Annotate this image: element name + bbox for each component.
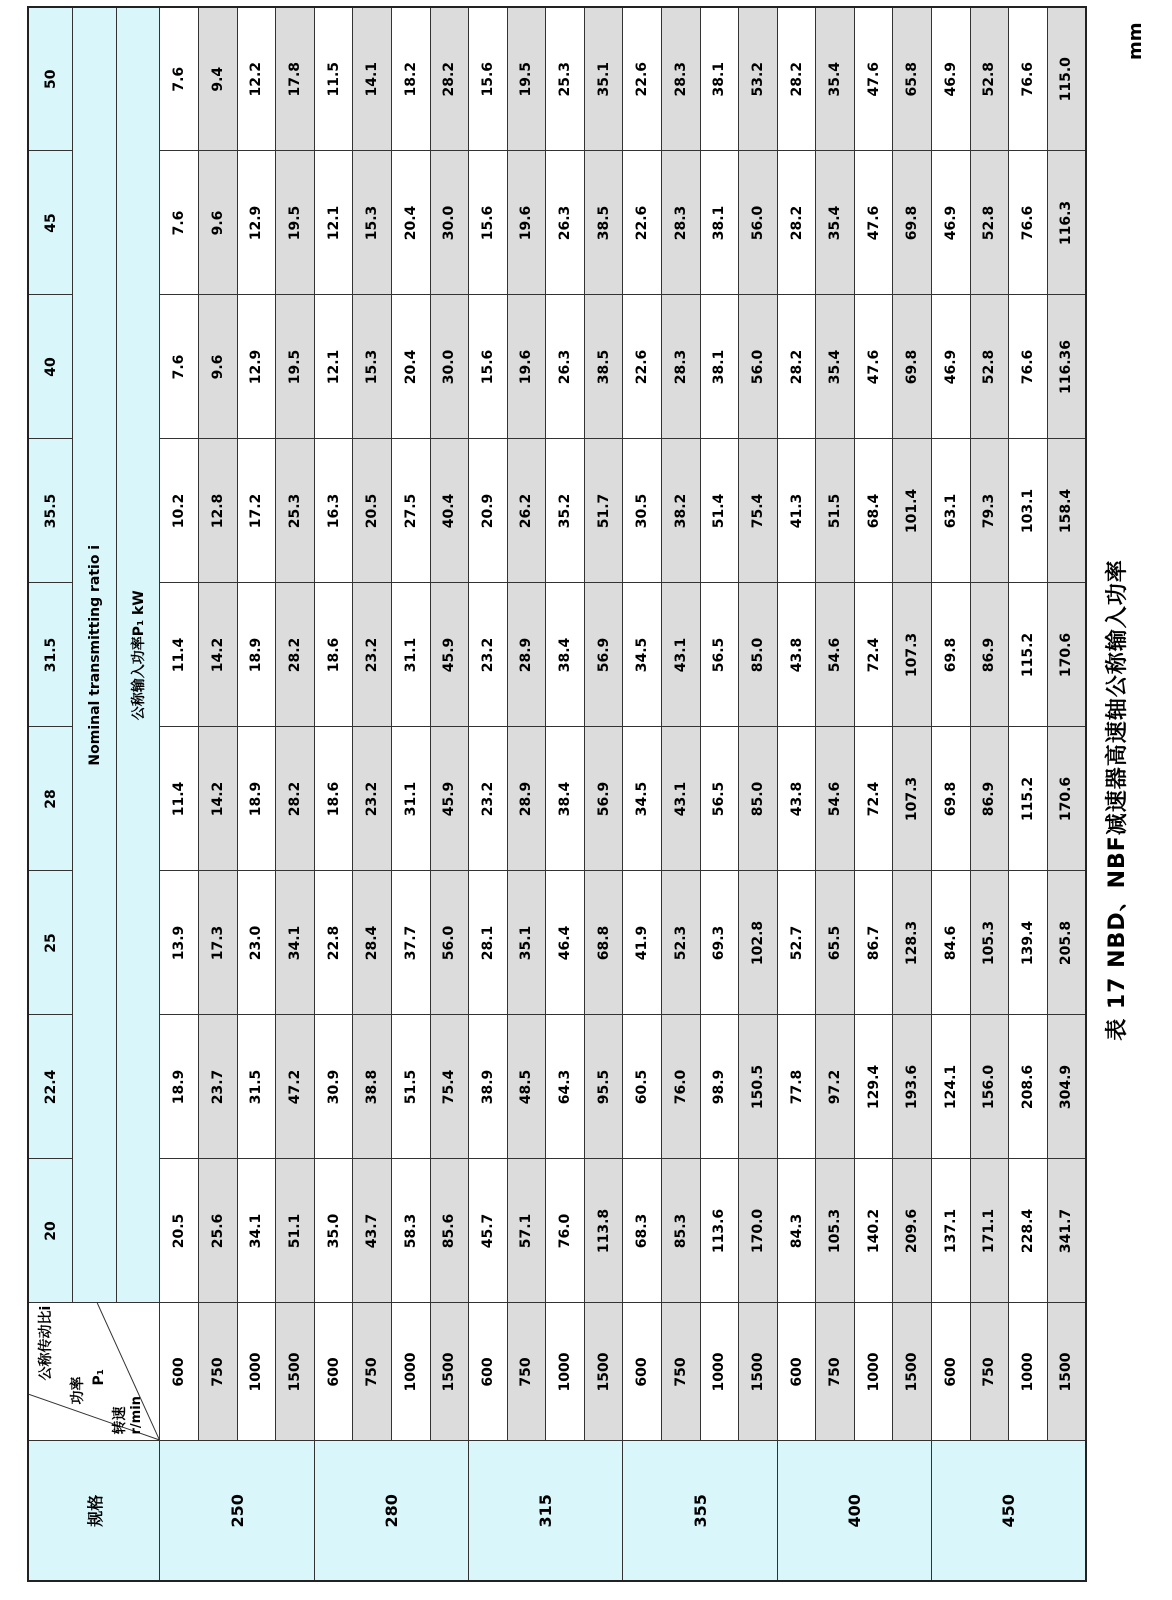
power-value-cell: 28.3 [662,151,701,295]
table-row [854,7,893,1581]
power-value-cell: 76.6 [1009,151,1048,295]
power-value-cell: 52.8 [970,151,1009,295]
power-value-cell: 69.8 [932,583,971,727]
power-value-cell: 75.4 [430,1015,469,1159]
power-value-cell: 54.6 [816,727,855,871]
power-value-cell: 65.5 [816,871,855,1015]
power-value-cell: 17.2 [237,439,276,583]
power-value-cell: 75.4 [739,439,778,583]
power-value-cell: 25.3 [276,439,315,583]
power-value-cell: 115.2 [1009,727,1048,871]
power-value-cell: 18.9 [237,727,276,871]
power-value-cell: 68.8 [584,871,623,1015]
table-row [1047,7,1086,1581]
power-value-cell: 56.0 [739,151,778,295]
power-value-cell: 28.2 [777,295,816,439]
power-value-cell: 85.0 [739,583,778,727]
power-value-cell: 139.4 [1009,871,1048,1015]
power-value-cell: 22.6 [623,7,662,151]
power-value-cell: 38.8 [353,1015,392,1159]
header-row-ratios [28,7,73,1581]
power-value-cell: 15.3 [353,295,392,439]
power-value-cell: 20.5 [160,1159,199,1303]
power-value-cell: 28.2 [777,151,816,295]
speed-cell: 1500 [430,1303,469,1441]
speed-cell: 1000 [700,1303,739,1441]
ratio-header: 25 [28,871,73,1015]
power-value-cell: 77.8 [777,1015,816,1159]
power-value-cell: 35.4 [816,7,855,151]
speed-cell: 1000 [854,1303,893,1441]
power-value-cell: 105.3 [816,1159,855,1303]
power-value-cell: 22.8 [314,871,353,1015]
power-value-cell: 45.9 [430,727,469,871]
power-value-cell: 69.8 [893,295,932,439]
power-value-cell: 38.1 [700,295,739,439]
power-value-cell: 31.5 [237,1015,276,1159]
power-value-cell: 20.5 [353,439,392,583]
speed-cell: 1500 [276,1303,315,1441]
power-value-cell: 12.8 [199,439,238,583]
power-value-cell: 205.8 [1047,871,1086,1015]
ratio-header: 22.4 [28,1015,73,1159]
power-value-cell: 69.8 [893,151,932,295]
power-value-cell: 43.8 [777,583,816,727]
power-value-cell: 98.9 [700,1015,739,1159]
power-value-cell: 52.8 [970,7,1009,151]
power-value-cell: 19.5 [507,7,546,151]
power-value-cell: 56.0 [739,295,778,439]
ratio-caption: Nominal transmitting ratio i [73,7,117,1303]
power-value-cell: 14.1 [353,7,392,151]
power-value-cell: 54.6 [816,583,855,727]
power-value-cell: 7.6 [160,7,199,151]
speed-cell: 750 [507,1303,546,1441]
power-value-cell: 35.1 [584,7,623,151]
power-value-cell: 170.6 [1047,727,1086,871]
power-value-cell: 26.3 [546,151,585,295]
table-row [739,7,778,1581]
speed-cell: 1500 [1047,1303,1086,1441]
power-value-cell: 86.9 [970,583,1009,727]
power-value-cell: 64.3 [546,1015,585,1159]
ratio-header: 28 [28,727,73,871]
power-value-cell: 17.8 [276,7,315,151]
power-value-cell: 341.7 [1047,1159,1086,1303]
power-value-cell: 47.6 [854,7,893,151]
power-value-cell: 40.4 [430,439,469,583]
power-value-cell: 38.4 [546,583,585,727]
power-value-cell: 35.2 [546,439,585,583]
power-value-cell: 7.6 [160,151,199,295]
power-value-cell: 84.3 [777,1159,816,1303]
power-value-cell: 76.6 [1009,7,1048,151]
power-value-cell: 38.4 [546,727,585,871]
corner-speed-unit: r/min [129,1396,144,1435]
power-value-cell: 28.9 [507,727,546,871]
power-value-cell: 76.6 [1009,295,1048,439]
power-value-cell: 76.0 [662,1015,701,1159]
power-value-cell: 140.2 [854,1159,893,1303]
power-value-cell: 72.4 [854,727,893,871]
spec-cell: 250 [160,1441,314,1581]
table-row [199,7,238,1581]
speed-cell: 1500 [584,1303,623,1441]
power-value-cell: 115.0 [1047,7,1086,151]
power-value-cell: 34.5 [623,583,662,727]
power-value-cell: 103.1 [1009,439,1048,583]
power-value-cell: 38.1 [700,7,739,151]
power-value-cell: 14.2 [199,727,238,871]
power-value-cell: 34.5 [623,727,662,871]
corner-ratio-label: 公称传动比i [38,1305,54,1381]
ratio-header: 20 [28,1159,73,1303]
speed-cell: 1500 [893,1303,932,1441]
power-value-cell: 34.1 [237,1159,276,1303]
power-value-cell: 23.7 [199,1015,238,1159]
power-value-cell: 35.4 [816,151,855,295]
power-value-cell: 58.3 [391,1159,430,1303]
speed-cell: 750 [970,1303,1009,1441]
power-value-cell: 12.1 [314,151,353,295]
power-value-cell: 79.3 [970,439,1009,583]
speed-cell: 750 [199,1303,238,1441]
corner-power-symbol: P₁ [91,1369,107,1386]
power-value-cell: 41.3 [777,439,816,583]
power-value-cell: 11.4 [160,727,199,871]
power-value-cell: 51.5 [816,439,855,583]
spec-cell: 355 [623,1441,777,1581]
power-value-cell: 69.8 [932,727,971,871]
power-value-cell: 19.5 [276,295,315,439]
speed-cell: 600 [932,1303,971,1441]
power-value-cell: 20.9 [469,439,508,583]
power-value-cell: 25.3 [546,7,585,151]
power-value-cell: 46.4 [546,871,585,1015]
speed-cell: 600 [469,1303,508,1441]
power-value-cell: 76.0 [546,1159,585,1303]
power-value-cell: 23.2 [353,583,392,727]
power-value-cell: 28.9 [507,583,546,727]
table-row [391,7,430,1581]
speed-cell: 600 [777,1303,816,1441]
power-value-cell: 22.6 [623,151,662,295]
power-value-cell: 38.5 [584,151,623,295]
power-value-cell: 43.8 [777,727,816,871]
table-row [237,7,276,1581]
table-row [662,7,701,1581]
power-value-cell: 26.3 [546,295,585,439]
power-value-cell: 16.3 [314,439,353,583]
power-value-cell: 38.1 [700,151,739,295]
power-value-cell: 129.4 [854,1015,893,1159]
speed-cell: 1000 [1009,1303,1048,1441]
table-row [893,7,932,1581]
power-value-cell: 31.1 [391,727,430,871]
speed-cell: 1000 [391,1303,430,1441]
power-value-cell: 38.2 [662,439,701,583]
power-value-cell: 47.6 [854,151,893,295]
power-value-cell: 51.5 [391,1015,430,1159]
power-value-cell: 28.2 [430,7,469,151]
table-row [932,7,971,1581]
table-row [469,7,508,1581]
power-value-cell: 46.9 [932,7,971,151]
power-value-cell: 9.4 [199,7,238,151]
power-value-cell: 113.6 [700,1159,739,1303]
speed-cell: 1000 [546,1303,585,1441]
power-value-cell: 150.5 [739,1015,778,1159]
power-value-cell: 12.2 [237,7,276,151]
power-value-cell: 56.9 [584,727,623,871]
table-row [276,7,315,1581]
power-value-cell: 13.9 [160,871,199,1015]
power-caption: 公称输入功率P₁ kW [116,7,160,1303]
power-value-cell: 30.9 [314,1015,353,1159]
power-value-cell: 9.6 [199,295,238,439]
power-value-cell: 15.6 [469,151,508,295]
power-value-cell: 15.6 [469,295,508,439]
power-value-cell: 30.0 [430,151,469,295]
power-value-cell: 7.6 [160,295,199,439]
table-row [546,7,585,1581]
power-value-cell: 102.8 [739,871,778,1015]
power-value-cell: 156.0 [970,1015,1009,1159]
power-value-cell: 51.7 [584,439,623,583]
power-value-cell: 170.0 [739,1159,778,1303]
power-value-cell: 35.1 [507,871,546,1015]
power-value-cell: 37.7 [391,871,430,1015]
power-value-cell: 20.4 [391,151,430,295]
power-value-cell: 86.7 [854,871,893,1015]
power-value-cell: 9.6 [199,151,238,295]
power-value-cell: 47.2 [276,1015,315,1159]
speed-cell: 600 [160,1303,199,1441]
power-value-cell: 113.8 [584,1159,623,1303]
speed-cell: 600 [314,1303,353,1441]
power-value-cell: 38.5 [584,295,623,439]
power-value-cell: 72.4 [854,583,893,727]
power-value-cell: 22.6 [623,295,662,439]
ratio-header: 40 [28,295,73,439]
table-row [430,7,469,1581]
unit-label: mm [1125,22,1146,60]
table-row [623,7,662,1581]
table-row [160,7,199,1581]
speed-cell: 1500 [739,1303,778,1441]
power-value-cell: 56.9 [584,583,623,727]
speed-cell: 750 [353,1303,392,1441]
table-row [353,7,392,1581]
corner-power-label: 功率 [70,1376,86,1405]
power-value-cell: 52.3 [662,871,701,1015]
power-value-cell: 47.6 [854,295,893,439]
power-value-cell: 304.9 [1047,1015,1086,1159]
power-value-cell: 97.2 [816,1015,855,1159]
power-value-cell: 63.1 [932,439,971,583]
power-value-cell: 101.4 [893,439,932,583]
power-value-cell: 35.0 [314,1159,353,1303]
power-value-cell: 52.7 [777,871,816,1015]
power-value-cell: 27.5 [391,439,430,583]
power-value-cell: 208.6 [1009,1015,1048,1159]
power-value-cell: 51.1 [276,1159,315,1303]
power-value-cell: 15.3 [353,151,392,295]
power-value-cell: 12.1 [314,295,353,439]
spec-cell: 450 [932,1441,1086,1581]
power-value-cell: 209.6 [893,1159,932,1303]
corner-speed-label: 转速 [112,1406,128,1435]
power-value-cell: 14.2 [199,583,238,727]
power-value-cell: 158.4 [1047,439,1086,583]
power-value-cell: 56.5 [700,583,739,727]
power-value-cell: 28.2 [777,7,816,151]
table-row [816,7,855,1581]
power-value-cell: 30.0 [430,295,469,439]
power-value-cell: 115.2 [1009,583,1048,727]
power-value-cell: 107.3 [893,583,932,727]
power-value-cell: 41.9 [623,871,662,1015]
power-value-cell: 26.2 [507,439,546,583]
table-row [700,7,739,1581]
power-value-cell: 171.1 [970,1159,1009,1303]
power-value-cell: 19.6 [507,295,546,439]
spec-header: 规格 [28,1441,160,1581]
ratio-header: 31.5 [28,583,73,727]
power-value-cell: 43.1 [662,727,701,871]
table-row [314,7,353,1581]
power-value-cell: 95.5 [584,1015,623,1159]
power-value-cell: 10.2 [160,439,199,583]
power-value-cell: 23.0 [237,871,276,1015]
power-value-cell: 53.2 [739,7,778,151]
power-value-cell: 43.7 [353,1159,392,1303]
power-value-cell: 28.3 [662,295,701,439]
speed-cell: 600 [623,1303,662,1441]
power-value-cell: 28.4 [353,871,392,1015]
page-title: 表 17 NBD、NBF减速器高速轴公称输入功率 [1105,559,1130,1041]
power-value-cell: 38.9 [469,1015,508,1159]
table-row [507,7,546,1581]
power-value-cell: 86.9 [970,727,1009,871]
power-value-cell: 23.2 [469,727,508,871]
power-table [27,6,1087,1582]
power-value-cell: 18.6 [314,583,353,727]
power-value-cell: 18.9 [237,583,276,727]
corner-header [28,1303,160,1441]
power-value-cell: 68.3 [623,1159,662,1303]
power-value-cell: 12.9 [237,295,276,439]
table-row [1009,7,1048,1581]
power-value-cell: 17.3 [199,871,238,1015]
power-value-cell: 85.6 [430,1159,469,1303]
power-value-cell: 18.6 [314,727,353,871]
ratio-header: 50 [28,7,73,151]
power-value-cell: 20.4 [391,295,430,439]
power-value-cell: 45.7 [469,1159,508,1303]
power-value-cell: 46.9 [932,295,971,439]
spec-cell: 400 [777,1441,931,1581]
power-value-cell: 28.2 [276,583,315,727]
power-value-cell: 105.3 [970,871,1009,1015]
power-value-cell: 11.5 [314,7,353,151]
power-value-cell: 28.3 [662,7,701,151]
speed-cell: 1000 [237,1303,276,1441]
power-value-cell: 107.3 [893,727,932,871]
power-value-cell: 116.36 [1047,295,1086,439]
power-value-cell: 34.1 [276,871,315,1015]
power-value-cell: 28.1 [469,871,508,1015]
power-value-cell: 12.9 [237,151,276,295]
power-value-cell: 170.6 [1047,583,1086,727]
power-value-cell: 35.4 [816,295,855,439]
power-value-cell: 85.0 [739,727,778,871]
power-value-cell: 23.2 [353,727,392,871]
power-value-cell: 11.4 [160,583,199,727]
power-value-cell: 31.1 [391,583,430,727]
table-row [777,7,816,1581]
power-value-cell: 137.1 [932,1159,971,1303]
power-value-cell: 128.3 [893,871,932,1015]
power-value-cell: 84.6 [932,871,971,1015]
power-value-cell: 18.2 [391,7,430,151]
power-value-cell: 28.2 [276,727,315,871]
power-value-cell: 60.5 [623,1015,662,1159]
ratio-header: 35.5 [28,439,73,583]
power-value-cell: 30.5 [623,439,662,583]
power-value-cell: 25.6 [199,1159,238,1303]
power-value-cell: 68.4 [854,439,893,583]
power-value-cell: 193.6 [893,1015,932,1159]
speed-cell: 750 [662,1303,701,1441]
power-value-cell: 19.6 [507,151,546,295]
power-value-cell: 85.3 [662,1159,701,1303]
power-value-cell: 18.9 [160,1015,199,1159]
power-value-cell: 51.4 [700,439,739,583]
power-value-cell: 48.5 [507,1015,546,1159]
power-value-cell: 46.9 [932,151,971,295]
power-value-cell: 56.0 [430,871,469,1015]
power-value-cell: 23.2 [469,583,508,727]
power-value-cell: 57.1 [507,1159,546,1303]
power-value-cell: 15.6 [469,7,508,151]
spec-cell: 280 [314,1441,468,1581]
power-value-cell: 228.4 [1009,1159,1048,1303]
table-row [970,7,1009,1581]
table-row [584,7,623,1581]
power-value-cell: 56.5 [700,727,739,871]
power-value-cell: 43.1 [662,583,701,727]
speed-cell: 750 [816,1303,855,1441]
ratio-header: 45 [28,151,73,295]
power-value-cell: 45.9 [430,583,469,727]
power-value-cell: 65.8 [893,7,932,151]
spec-cell: 315 [469,1441,623,1581]
power-value-cell: 69.3 [700,871,739,1015]
power-value-cell: 116.3 [1047,151,1086,295]
power-value-cell: 52.8 [970,295,1009,439]
power-value-cell: 19.5 [276,151,315,295]
power-value-cell: 124.1 [932,1015,971,1159]
